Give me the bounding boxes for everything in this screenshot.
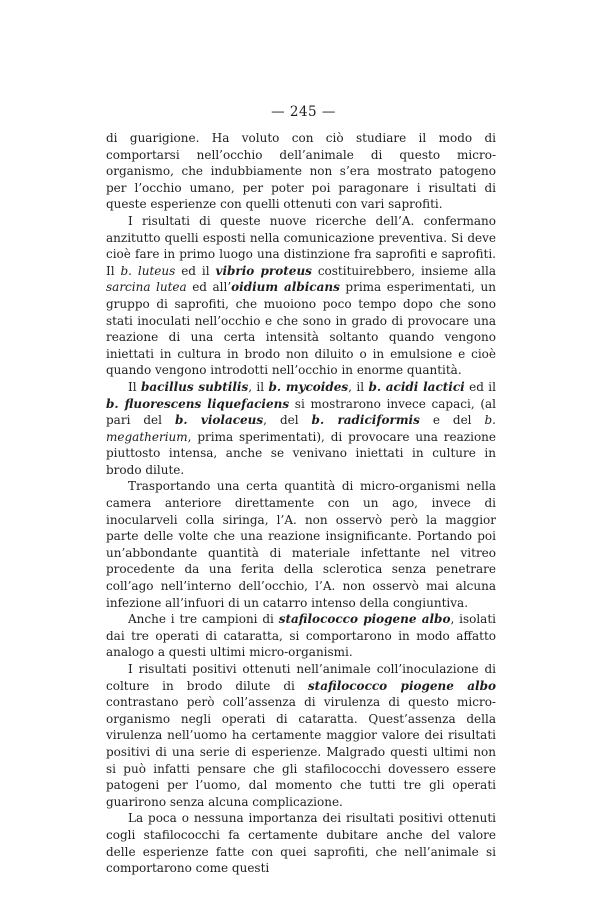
text-run: Trasportando una certa quantità di micro-organismi nella camera anteriore direttamente con un ago, invece di inocularveli colla siringa, l’A. non osservò però la maggior parte delle volte che una reazione insignificante. Portando poi un’abbondante quantità di materiale infettante nel vitreo procedente da una ferita della sclerotica senza penetrare coll’ago nell’interno dell’occhio, l’A. non osservò mai alcuna infezione all’infuori di un catarro intenso della congiuntiva. bbox=[106, 479, 496, 610]
page-number: — 245 — bbox=[271, 104, 336, 120]
text-run: , isolati dai tre operati di cataratta, si comportarono in modo affatto analogo a questi ultimi micro-organismi. bbox=[106, 612, 496, 660]
emphasized-term: b. luteus bbox=[120, 263, 176, 278]
body-text bbox=[106, 130, 496, 877]
emphasized-term: vibrio proteus bbox=[215, 263, 312, 278]
emphasized-term: oidium albicans bbox=[231, 280, 340, 295]
text-run: ed all’ bbox=[186, 280, 232, 295]
emphasized-term: stafilococco piogene albo bbox=[307, 678, 496, 693]
emphasized-term: b. violaceus bbox=[174, 413, 264, 428]
text-run: , il bbox=[248, 379, 269, 394]
text-run: si mostrarono invece capaci, (al pari del bbox=[106, 396, 497, 428]
text-run: di guarigione. Ha voluto con ciò studiare il modo di comportarsi nell’occhio dell’animale di questo micro-organismo, che indubbiamente non s’era mostrato patogeno per l’occhio umano, per poter poi paragonare i risultati di queste esperienze con quelli ottenuti con vari saprofiti. bbox=[106, 131, 496, 212]
text-run: prima esperimentati, un gruppo di saprofiti, che muoiono poco tempo dopo che sono stati inoculati nell’occhio e che sono in grado di provocare una reazione di una certa intensità soltanto quando vengono iniettati in cultura in brodo non diluito o in emulsione e cioè quando vengono introdotti nell’occhio in enorme quantità. bbox=[106, 280, 496, 378]
paragraph bbox=[106, 379, 496, 479]
text-run: costituirebbero, insieme alla bbox=[311, 263, 497, 278]
paragraph bbox=[106, 478, 496, 611]
paragraph bbox=[106, 130, 496, 213]
emphasized-term: b. megatherium bbox=[106, 413, 496, 444]
text-run: ed il bbox=[175, 263, 216, 278]
emphasized-term: b. mycoides bbox=[268, 379, 349, 394]
text-run: , il bbox=[348, 379, 369, 394]
emphasized-term: stafilococco piogene albo bbox=[278, 612, 451, 627]
text-run: ed il bbox=[464, 379, 496, 394]
text-run: La poca o nessuna importanza dei risultati positivi ottenuti cogli stafilococchi fa certamente dubitare anche del valore delle esperienze fatte con quei saprofiti, che nell’animale si comportarono come questi bbox=[106, 811, 496, 876]
emphasized-term: b. acidi lactici bbox=[368, 379, 465, 394]
emphasized-term: b. fluorescens liquefaciens bbox=[106, 396, 290, 411]
text-run: contrastano però coll’assenza di virulenza di questo micro-organismo negli operati di cataratta. Quest’assenza della virulenza nell’uomo ha certamente maggior valore dei risultati positivi di una serie di esperienze. Malgrado questi ultimi non si può infatti pensare che gli stafilococchi dovessero essere patogeni per l’uomo, dal momento che tutti tre gli operati guarirono senza alcuna complicazione. bbox=[106, 695, 496, 809]
paragraph bbox=[106, 213, 496, 379]
text-run: I risultati di queste nuove ricerche dell’A. confermano anzitutto quelli esposti nella comunicazione preventiva. Si deve cioè fare in primo luogo una distinzione fra saprofiti e saprofiti. Il bbox=[106, 213, 496, 278]
emphasized-term: bacillus subtilis bbox=[140, 379, 249, 394]
paragraph bbox=[106, 661, 496, 810]
emphasized-term: b. radiciformis bbox=[311, 413, 420, 428]
text-run: Anche i tre campioni di bbox=[128, 612, 279, 627]
paragraph bbox=[106, 611, 496, 661]
text-run: , del bbox=[263, 413, 312, 428]
emphasized-term: sarcina lutea bbox=[106, 280, 187, 295]
text-run: e del bbox=[419, 413, 485, 428]
text-run: I risultati positivi ottenuti nell’animale coll’inoculazione di colture in brodo dilute di bbox=[106, 662, 496, 693]
paragraph bbox=[106, 810, 496, 876]
text-run: , prima sperimentati), di provocare una reazione piuttosto intensa, anche se venivano iniettati in culture in brodo dilute. bbox=[106, 429, 496, 477]
text-run: Il bbox=[128, 379, 141, 394]
